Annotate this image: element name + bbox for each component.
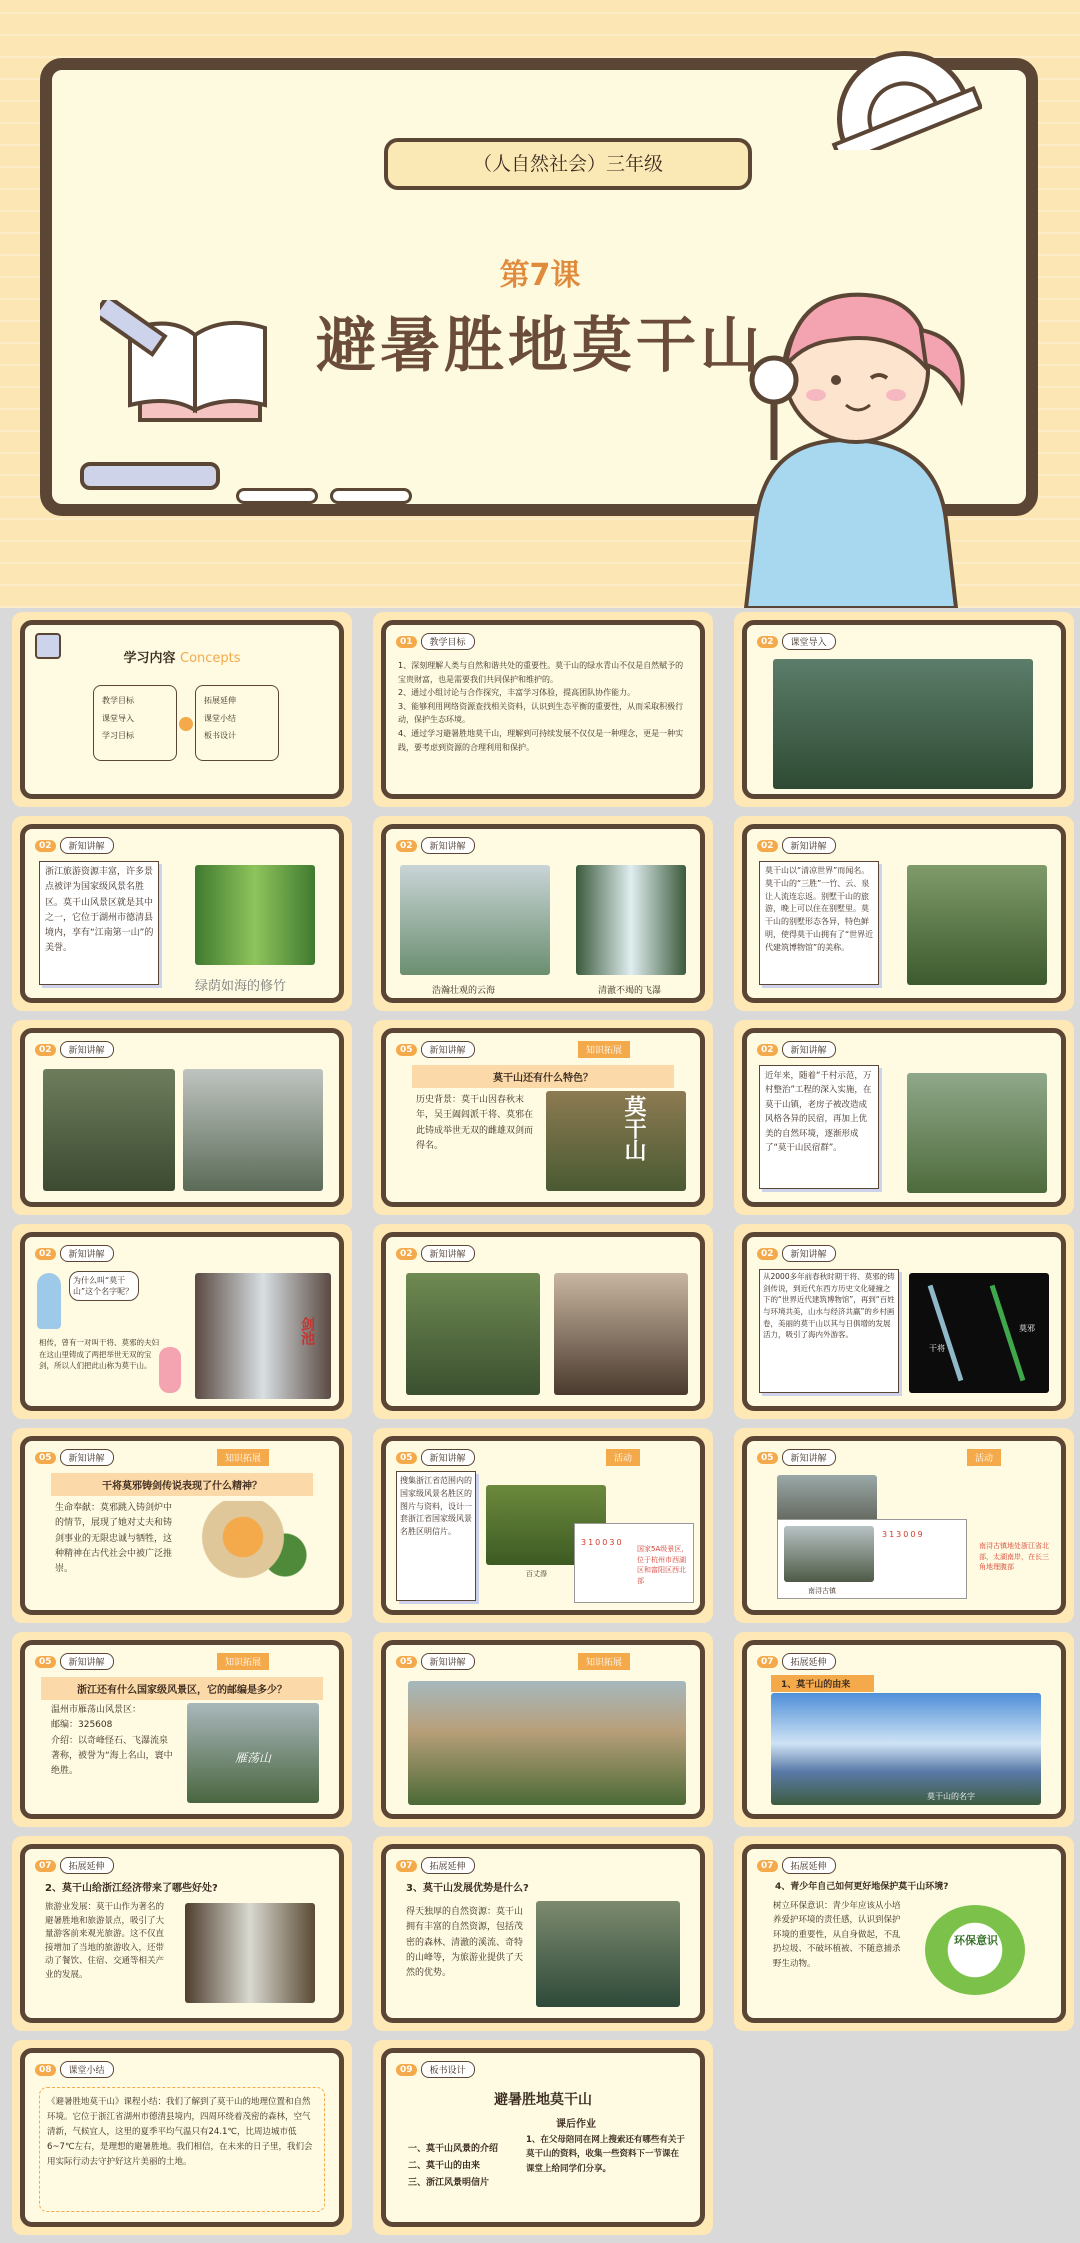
section-number: 02 <box>396 840 417 852</box>
section-label: 新知讲解 <box>60 1449 114 1466</box>
section-number: 02 <box>757 1044 778 1056</box>
eraser <box>80 462 220 490</box>
slide-objectives[interactable] <box>373 612 713 807</box>
slide-board-design[interactable] <box>373 2040 713 2235</box>
villa-text: 莫干山以“清凉世界”而闻名。莫干山的“三胜”一竹、云、泉让人流连忘返。别墅干山的旅游，晚上可以住在别墅里。莫干山的别墅形态各异，特色鲜明，使得莫干山拥有了“世界近代建筑博物馆”的美称。 <box>765 866 874 952</box>
question-heading: 3、莫干山发展优势是什么? <box>406 1883 529 1894</box>
postcode: 310030 <box>581 1538 624 1547</box>
question-heading: 2、莫干山给浙江经济带来了哪些好处? <box>45 1883 218 1894</box>
list-item: 一、莫干山风景的介绍 <box>408 2144 499 2154</box>
slide-summary[interactable] <box>12 2040 352 2235</box>
mountain-photo <box>773 659 1033 789</box>
bamboo-photo <box>195 865 315 965</box>
slide-extend-2[interactable] <box>12 1836 352 2031</box>
sword-label: 干将 <box>929 1344 945 1353</box>
list-item[interactable]: 教学目标 <box>102 696 134 705</box>
section-number: 02 <box>35 1248 56 1260</box>
slide-new-9[interactable] <box>734 1224 1074 1419</box>
postcard-note: 国家5A级景区，位于杭州市西湖区和富阳区西北部 <box>637 1545 689 1585</box>
section-label: 板书设计 <box>421 2061 475 2078</box>
summary-text: 《避暑胜地莫干山》课程小结：我们了解到了莫干山的地理位置和自然环境。它位于浙江省湖州市德清县境内，四周环绕着茂密的森林，空气清新，气候宜人，这里的夏季平均气温只有24.1℃，比周边城市低6~7℃左右，是理想的避暑胜地。我们相信，在未来的日子里，我们会用实际行动去守护好这片美丽的土地。 <box>47 2097 313 2167</box>
photo-caption: 南浔古镇 <box>808 1587 836 1595</box>
slide-intro[interactable] <box>734 612 1074 807</box>
photo-caption: 莫干山的名字 <box>927 1792 975 1801</box>
question-bubble: 为什么叫“莫干山”这个名字呢？ <box>69 1271 139 1301</box>
knowledge-badge: 知识拓展 <box>578 1653 630 1670</box>
sign-photo <box>546 1091 686 1191</box>
board-outline <box>408 2141 498 2192</box>
slide-new-4[interactable] <box>12 1020 352 1215</box>
section-number: 05 <box>35 1656 56 1668</box>
section-label: 新知讲解 <box>421 837 475 854</box>
slide-extend-3[interactable] <box>373 1836 713 2031</box>
question-heading: 干将莫邪铸剑传说表现了什么精神？ <box>51 1473 313 1496</box>
sky-photo <box>771 1693 1041 1805</box>
section-number: 05 <box>396 1044 417 1056</box>
contents-left-list <box>93 685 177 761</box>
villa-photo <box>907 865 1047 985</box>
list-item[interactable]: 课堂小结 <box>204 713 236 723</box>
section-label: 新知讲解 <box>782 1245 836 1262</box>
section-label: 新知讲解 <box>421 1245 475 1262</box>
postcard <box>777 1519 967 1599</box>
list-item[interactable]: 课堂导入 <box>102 713 134 723</box>
grade-label: （人自然社会）三年级 <box>384 138 752 190</box>
section-label: 新知讲解 <box>421 1041 475 1058</box>
section-number: 08 <box>35 2064 56 2076</box>
knowledge-badge: 知识拓展 <box>217 1653 269 1670</box>
sword-label: 莫邪 <box>1019 1324 1035 1333</box>
board-title: 避暑胜地莫干山 <box>494 2092 592 2108</box>
section-number: 07 <box>35 1860 56 1872</box>
section-number: 07 <box>396 1860 417 1872</box>
modern-villa-photo <box>183 1069 323 1191</box>
section-label: 新知讲解 <box>782 1449 836 1466</box>
stone-villa-photo <box>43 1069 175 1191</box>
slide-new-12[interactable] <box>734 1428 1074 1623</box>
slide-new-6[interactable] <box>734 1020 1074 1215</box>
photo-sign-text: 莫干山 <box>621 1095 646 1161</box>
development-text: 从2000多年前春秋时期干将、莫邪的铸剑传说，到近代东西方历史文化碰撞之下的“世界近代建筑博物馆”，再到“百姓与环境共美，山水与经济共赢”的乡村画卷，美丽的莫干山以其与日俱增的发展活力，吸引了海内外游客。 <box>763 1272 895 1340</box>
list-item[interactable]: 板书设计 <box>204 731 236 741</box>
postcard <box>574 1523 694 1603</box>
girl-character <box>159 1347 181 1393</box>
activity-badge: 活动 <box>967 1449 1001 1466</box>
cover-slide[interactable] <box>0 0 1080 608</box>
chalk <box>236 488 318 504</box>
section-number: 02 <box>35 1044 56 1056</box>
slide-new-2[interactable] <box>373 816 713 1011</box>
sub-heading: 1、莫干山的由来 <box>771 1675 874 1692</box>
arrow-icon <box>179 717 193 731</box>
section-label: 拓展延伸 <box>60 1857 114 1874</box>
question-heading: 浙江还有什么国家级风景区，它的邮编是多少？ <box>41 1677 323 1700</box>
section-label: 拓展延伸 <box>782 1653 836 1670</box>
slide-new-3[interactable] <box>734 816 1074 1011</box>
chalk <box>330 488 412 504</box>
section-label: 拓展延伸 <box>782 1857 836 1874</box>
protect-text: 树立环保意识：青少年应该从小培养爱护环境的责任感，认识到保护环境的重要性，从自身做起，不乱扔垃圾、不破坏植被、不随意捕杀野生动物。 <box>773 1901 901 1969</box>
section-number: 02 <box>757 636 778 648</box>
section-label: 新知讲解 <box>60 1041 114 1058</box>
section-label: 新知讲解 <box>782 1041 836 1058</box>
section-number: 05 <box>396 1656 417 1668</box>
section-number: 07 <box>757 1860 778 1872</box>
photo-caption: 百丈漈 <box>526 1570 547 1578</box>
contents-right-list <box>195 685 279 761</box>
photo-caption: 浩瀚壮观的云海 <box>432 986 496 996</box>
question-heading: 4、青少年自己如何更好地保护莫干山环境? <box>775 1882 949 1892</box>
legend-text: 相传，曾有一对叫干将、莫邪的夫妇在这山里铸成了两把举世无双的宝剑，所以人们把此山称为莫干山。 <box>39 1338 159 1371</box>
contents-title: 学习内容 <box>123 651 176 666</box>
peaks-photo <box>408 1681 686 1805</box>
question-heading: 莫干山还有什么特色？ <box>412 1065 674 1088</box>
section-label: 课堂小结 <box>60 2061 114 2078</box>
section-number: 05 <box>35 1452 56 1464</box>
slide-new-10[interactable] <box>12 1428 352 1623</box>
spirit-text: 生命奉献：莫邪跳入铸剑炉中的情节，展现了她对丈夫和铸剑事业的无限忠诚与牺牲，这种精神在古代社会中被广泛推崇。 <box>55 1503 173 1575</box>
section-number: 01 <box>396 636 417 648</box>
section-number: 09 <box>396 2064 417 2076</box>
objectives-text: 1、深刻理解人类与自然和谐共处的重要性。莫干山的绿水青山不仅是自然赋予的宝贵财富，也是需要我们共同保护和维护的。 2、通过小组讨论与合作探究，丰富学习体验，提高团队协作能力。 3、能够利用网络资源查找相关资料，认识到生态平衡的重要性，从而采取积极行动，保护生态环境。 4、通过学习避暑胜地莫干山，理解到可持续发展不仅仅是一种理念，更是一种实践，要考虑到资源的合理利用和保护。 <box>398 661 684 752</box>
economy-text: 旅游业发展：莫干山作为著名的避暑胜地和旅游景点，吸引了大量游客前来观光旅游。这不仅直接增加了当地的旅游收入，还带动了餐饮、住宿、交通等相关产业的发展。 <box>45 1902 165 1980</box>
section-label: 新知讲解 <box>60 1653 114 1670</box>
knowledge-badge: 知识拓展 <box>217 1449 269 1466</box>
history-text: 历史背景：莫干山因春秋末年，吴王阖闾派干将、莫邪在此铸成举世无双的雌雄双剑而得名。 <box>416 1095 534 1151</box>
lesson-number: 第7课 <box>499 258 581 293</box>
slide-new-7[interactable] <box>12 1224 352 1419</box>
slide-new-14[interactable] <box>373 1632 713 1827</box>
section-number: 07 <box>757 1656 778 1668</box>
section-label: 新知讲解 <box>60 1245 114 1262</box>
lesson-title: 避暑胜地莫干山 <box>316 311 764 381</box>
list-item[interactable]: 拓展延伸 <box>204 696 236 705</box>
activity-badge: 活动 <box>606 1449 640 1466</box>
section-label: 新知讲解 <box>60 837 114 854</box>
slide-contents[interactable] <box>12 612 352 807</box>
section-number: 02 <box>396 1248 417 1260</box>
boy-character <box>37 1273 61 1329</box>
homestay-text: 近年来，随着“千村示范，万村整治”工程的深入实施，在莫干山镇，老房子被改造成风格各异的民宿，再加上优美的自然环境，逐渐形成了“莫干山民宿群”。 <box>765 1071 872 1154</box>
slide-new-8[interactable] <box>373 1224 713 1419</box>
photo-sign-text: 雁荡山 <box>235 1751 272 1765</box>
photo-caption: 清澈不竭的飞瀑 <box>598 986 662 996</box>
intro-text: 浙江旅游资源丰富，许多景点被评为国家级风景名胜区。莫干山风景区就是其中之一，它位于湖州市德清县境内，享有“江南第一山”的美誉。 <box>45 867 154 954</box>
section-number: 02 <box>35 840 56 852</box>
cascade-photo <box>185 1903 315 2003</box>
contents-title-en: Concepts <box>180 651 241 666</box>
pavilion-photo <box>536 1901 680 2007</box>
yandang-text: 温州市雁荡山风景区： 邮编：325608 介绍：以奇峰怪石、飞瀑流泉著称，被誉为“海上名山，寰中绝胜。 <box>51 1705 173 1777</box>
postcode: 313009 <box>882 1530 925 1539</box>
waterfall-photo <box>576 865 686 975</box>
statue-photo <box>554 1273 688 1395</box>
section-label: 课堂导入 <box>782 633 836 650</box>
knowledge-badge: 知识拓展 <box>578 1041 630 1058</box>
section-label: 新知讲解 <box>421 1653 475 1670</box>
section-label: 新知讲解 <box>782 837 836 854</box>
slide-new-11[interactable] <box>373 1428 713 1623</box>
activity-text: 搜集浙江省范围内的国家级风景名胜区的图片与资料，设计一套浙江省国家级风景名胜区明信片。 <box>400 1476 472 1537</box>
list-item: 二、莫干山的由来 <box>408 2161 481 2172</box>
section-number: 05 <box>396 1452 417 1464</box>
section-label: 教学目标 <box>421 633 475 650</box>
slide-extend-1[interactable] <box>734 1632 1074 1827</box>
section-number: 02 <box>757 840 778 852</box>
postcard-note: 南浔古镇地处浙江省北部，太湖南岸，在长三角地理腹部 <box>979 1542 1049 1571</box>
eco-logo <box>925 1905 1025 1995</box>
forest-photo <box>406 1273 540 1395</box>
section-label: 新知讲解 <box>421 1449 475 1466</box>
homework-text: 1、在父母陪同在网上搜索还有哪些有关于莫干山的资料，收集一些资料下一节课在课堂上给同学们分享。 <box>526 2135 685 2174</box>
advantage-text: 得天独厚的自然资源：莫干山拥有丰富的自然资源，包括茂密的森林、清澈的溪流、奇特的山峰等，为旅游业提供了天然的优势。 <box>406 1907 524 1979</box>
protractor-icon <box>812 30 982 150</box>
slide-new-13[interactable] <box>12 1632 352 1827</box>
swords-photo <box>909 1273 1049 1393</box>
photo-caption: 绿荫如海的修竹 <box>195 979 287 994</box>
photo-sign-text: 剑池 <box>299 1317 315 1345</box>
list-item: 三、浙江风景明信片 <box>408 2178 490 2189</box>
village-photo <box>907 1073 1047 1193</box>
homework-title: 课后作业 <box>556 2119 596 2130</box>
list-item[interactable]: 学习目标 <box>102 731 134 741</box>
slide-extend-4[interactable] <box>734 1836 1074 2031</box>
section-label: 拓展延伸 <box>421 1857 475 1874</box>
smith-illustration <box>195 1501 315 1591</box>
section-number: 05 <box>757 1452 778 1464</box>
eco-logo-text: 环保意识 <box>954 1934 998 1947</box>
slide-new-5[interactable] <box>373 1020 713 1215</box>
cloud-sea-photo <box>400 865 550 975</box>
section-number: 02 <box>757 1248 778 1260</box>
slide-new-1[interactable] <box>12 816 352 1011</box>
